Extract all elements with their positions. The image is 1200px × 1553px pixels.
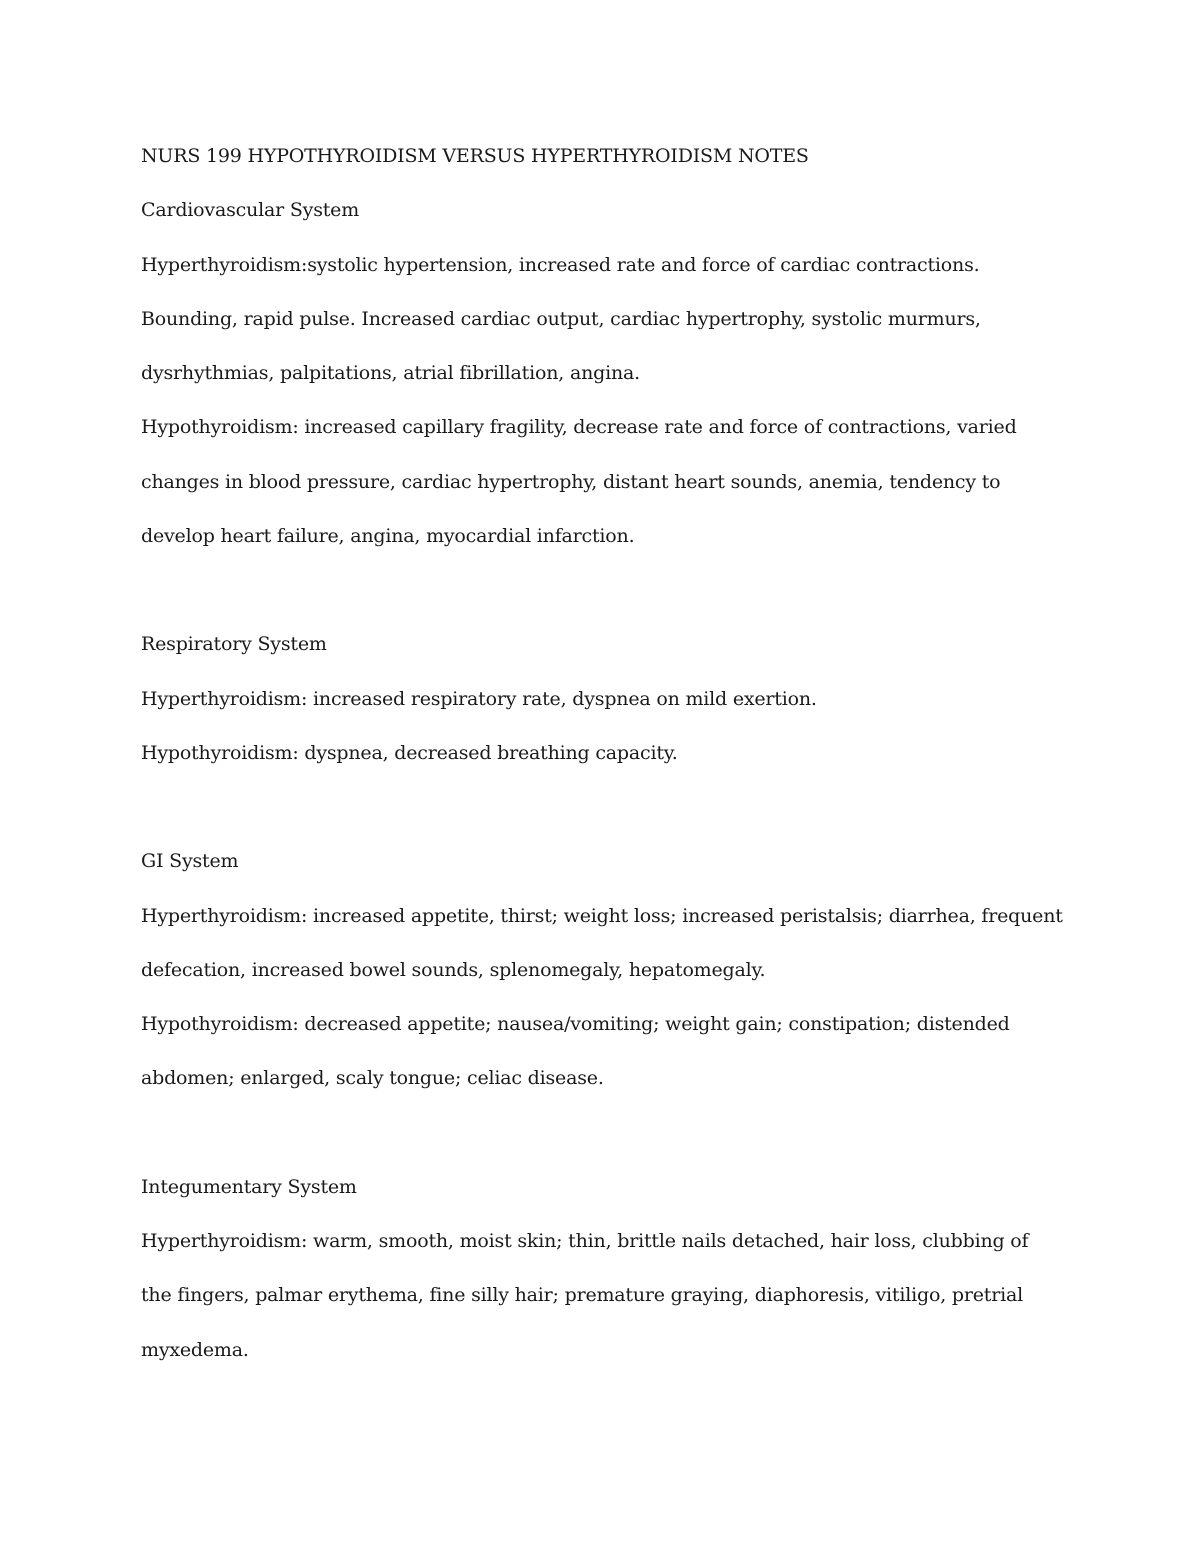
paragraph-hyperthyroidism	[141, 1225, 1071, 1388]
document-body	[141, 140, 1071, 1388]
paragraph-hyperthyroidism	[141, 683, 1071, 737]
text-line: Hypothyroidism: dyspnea, decreased breathing capacity.	[141, 741, 678, 764]
text-line: Hyperthyroidism: warm, smooth, moist skin; thin, brittle nails detached, hair loss, clubbing of	[141, 1230, 1029, 1253]
section-heading: Integumentary System	[141, 1175, 357, 1198]
text-line: abdomen; enlarged, scaly tongue; celiac disease.	[141, 1067, 604, 1090]
paragraph-hyperthyroidism	[141, 249, 1071, 412]
text-line: defecation, increased bowel sounds, splenomegaly, hepatomegaly.	[141, 958, 766, 981]
section-heading: Cardiovascular System	[141, 199, 360, 222]
text-line: dysrhythmias, palpitations, atrial fibrillation, angina.	[141, 362, 640, 385]
text-line: Hypothyroidism: decreased appetite; nausea/vomiting; weight gain; constipation; distended	[141, 1013, 1010, 1036]
text-line: Hyperthyroidism: increased respiratory rate, dyspnea on mild exertion.	[141, 687, 817, 710]
section-gi	[141, 845, 1071, 1116]
text-line: develop heart failure, angina, myocardial infarction.	[141, 525, 635, 548]
text-line: Bounding, rapid pulse. Increased cardiac output, cardiac hypertrophy, systolic murmurs,	[141, 307, 981, 330]
document-title: NURS 199 HYPOTHYROIDISM VERSUS HYPERTHYROIDISM NOTES	[141, 145, 809, 167]
text-line: Hypothyroidism: increased capillary fragility, decrease rate and force of contractions, varied	[141, 416, 1017, 439]
paragraph-hyperthyroidism	[141, 900, 1071, 1009]
text-line: the fingers, palmar erythema, fine silly hair; premature graying, diaphoresis, vitiligo, pretrial	[141, 1284, 1023, 1307]
blank-line	[141, 1117, 1071, 1171]
blank-line	[141, 791, 1071, 845]
blank-line	[141, 574, 1071, 628]
section-integumentary	[141, 1171, 1071, 1388]
section-cardiovascular	[141, 194, 1071, 574]
section-heading: GI System	[141, 850, 239, 873]
text-line: changes in blood pressure, cardiac hypertrophy, distant heart sounds, anemia, tendency to	[141, 470, 1001, 493]
text-line: Hyperthyroidism:systolic hypertension, increased rate and force of cardiac contractions.	[141, 253, 980, 276]
paragraph-hypothyroidism	[141, 737, 1071, 791]
section-heading: Respiratory System	[141, 633, 327, 656]
text-line: Hyperthyroidism: increased appetite, thirst; weight loss; increased peristalsis; diarrhea, frequent	[141, 904, 1063, 927]
text-line: myxedema.	[141, 1338, 249, 1361]
paragraph-hypothyroidism	[141, 1008, 1071, 1117]
paragraph-hypothyroidism	[141, 411, 1071, 574]
section-respiratory	[141, 628, 1071, 791]
